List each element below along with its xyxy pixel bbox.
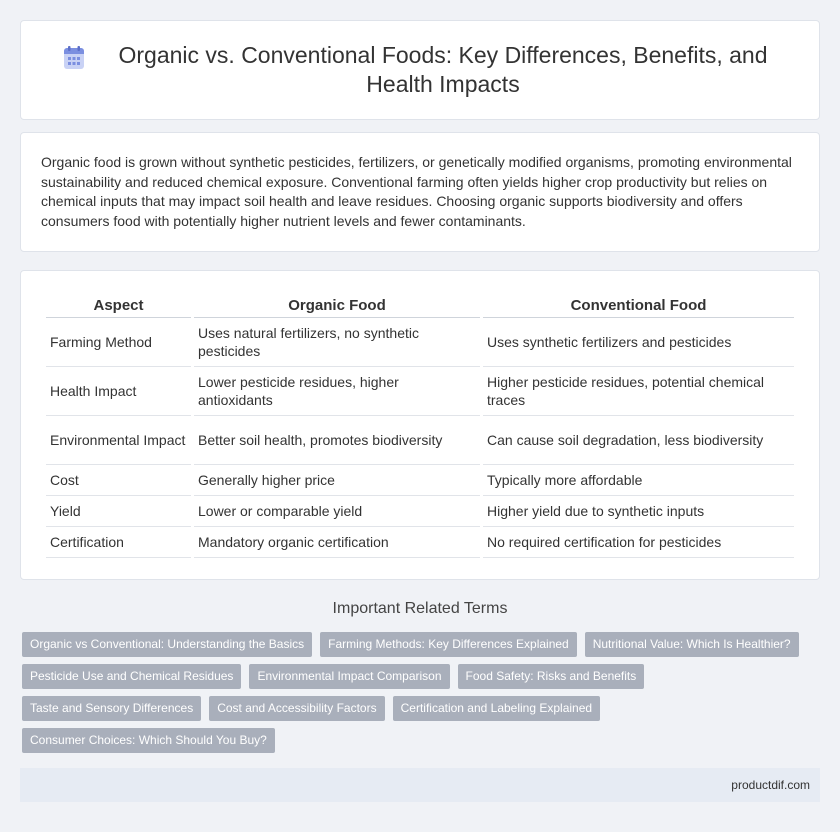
table-row	[46, 367, 794, 416]
table-cell-conventional: Higher pesticide residues, potential chemical traces	[483, 367, 794, 416]
page-title: Organic vs. Conventional Foods: Key Differences, Benefits, and Health Impacts	[118, 42, 768, 97]
table-row	[46, 318, 794, 367]
table-cell-organic: Mandatory organic certification	[194, 527, 480, 558]
related-term-tag[interactable]: Consumer Choices: Which Should You Buy?	[22, 728, 275, 753]
table-cell-aspect: Health Impact	[46, 367, 191, 416]
table-cell-organic: Lower pesticide residues, higher antioxidants	[194, 367, 480, 416]
related-term-tag[interactable]: Nutritional Value: Which Is Healthier?	[585, 632, 799, 657]
table-cell-conventional: Higher yield due to synthetic inputs	[483, 496, 794, 527]
table-cell-aspect: Farming Method	[46, 318, 191, 367]
table-cell-aspect: Yield	[46, 496, 191, 527]
table-row	[46, 465, 794, 496]
footer	[20, 768, 820, 802]
related-term-tag[interactable]: Pesticide Use and Chemical Residues	[22, 664, 241, 689]
intro-card	[20, 132, 820, 252]
comparison-table-card	[20, 270, 820, 580]
table-cell-aspect: Cost	[46, 465, 191, 496]
related-term-tag[interactable]: Food Safety: Risks and Benefits	[458, 664, 645, 689]
table-cell-organic: Better soil health, promotes biodiversity	[194, 416, 480, 465]
table-cell-organic: Uses natural fertilizers, no synthetic pesticides	[194, 318, 480, 367]
related-term-tag[interactable]: Organic vs Conventional: Understanding the Basics	[22, 632, 312, 657]
table-cell-organic: Lower or comparable yield	[194, 496, 480, 527]
table-cell-organic: Generally higher price	[194, 465, 480, 496]
comparison-table	[43, 293, 797, 558]
related-term-tag[interactable]: Taste and Sensory Differences	[22, 696, 201, 721]
related-terms-heading: Important Related Terms	[332, 600, 508, 617]
table-row	[46, 527, 794, 558]
footer-site-link[interactable]: productdif.com	[731, 778, 810, 792]
table-header-row	[46, 293, 794, 318]
column-header-conventional: Conventional Food	[483, 293, 794, 318]
related-term-tag[interactable]: Certification and Labeling Explained	[393, 696, 600, 721]
column-header-organic: Organic Food	[194, 293, 480, 318]
related-term-tag[interactable]: Environmental Impact Comparison	[249, 664, 449, 689]
related-term-tag[interactable]: Farming Methods: Key Differences Explained	[320, 632, 577, 657]
table-cell-conventional: Uses synthetic fertilizers and pesticides	[483, 318, 794, 367]
table-row	[46, 496, 794, 527]
related-term-tag[interactable]: Cost and Accessibility Factors	[209, 696, 384, 721]
table-row	[46, 416, 794, 465]
table-cell-aspect: Certification	[46, 527, 191, 558]
intro-paragraph: Organic food is grown without synthetic pesticides, fertilizers, or genetically modified organisms, promoting environmental sustainability and reduced chemical exposure. Conventional farming often yields higher crop productivity but relies on chemical inputs that may impact soil health and leave residues. Choosing organic supports biodiversity and offers consumers food with potentially higher nutrient levels and fewer contaminants.	[41, 154, 792, 229]
table-cell-conventional: No required certification for pesticides	[483, 527, 794, 558]
related-terms-list	[22, 632, 818, 760]
title-card	[20, 20, 820, 120]
table-cell-conventional: Can cause soil degradation, less biodiversity	[483, 416, 794, 465]
column-header-aspect: Aspect	[46, 293, 191, 318]
table-cell-conventional: Typically more affordable	[483, 465, 794, 496]
document-icon	[61, 45, 87, 71]
table-cell-aspect: Environmental Impact	[46, 416, 191, 465]
